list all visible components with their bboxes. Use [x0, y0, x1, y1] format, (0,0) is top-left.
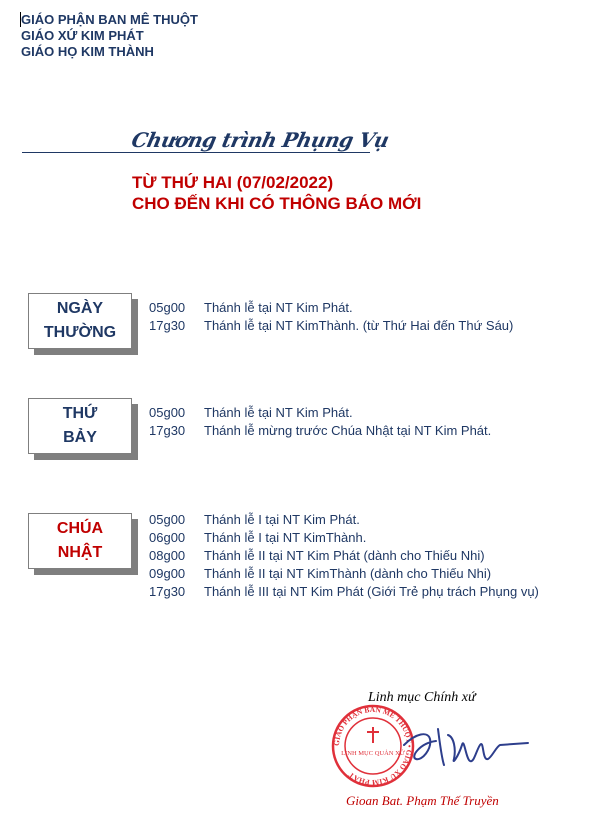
- mass-time: 17g30: [149, 423, 186, 438]
- mass-description: Thánh lễ mừng trước Chúa Nhật tại NT Kim Phát.: [204, 423, 492, 438]
- schedule-row: [149, 404, 491, 422]
- date-subtitle: [132, 172, 421, 214]
- signer-name: Gioan Bat. Phạm Thế Truyền: [346, 793, 499, 808]
- mass-description: Thánh lễ II tại NT KimThành (dành cho Thiếu Nhi): [204, 566, 492, 581]
- section-label-line1: CHÚA: [56, 520, 104, 537]
- title-underline: [22, 152, 370, 153]
- mass-time: 09g00: [149, 566, 186, 581]
- schedule-row: [149, 547, 539, 565]
- mass-time: 05g00: [149, 300, 186, 315]
- document-title: Chương trình Phụng Vụ: [129, 128, 391, 152]
- schedule-row: [149, 317, 513, 335]
- diocese-header: [21, 12, 198, 60]
- section-label-line2: THƯỜNG: [43, 324, 117, 341]
- mass-description: Thánh lễ III tại NT Kim Phát (Giới Trẻ phụ trách Phụng vụ): [204, 584, 539, 599]
- header-subparish: GIÁO HỌ KIM THÀNH: [21, 44, 154, 59]
- mass-description: Thánh lễ II tại NT Kim Phát (dành cho Thiếu Nhi): [204, 548, 485, 563]
- schedule-row: [149, 299, 513, 317]
- mass-time: 06g00: [149, 530, 186, 545]
- schedule-row: [149, 422, 491, 440]
- mass-description: Thánh lễ I tại NT Kim Phát.: [204, 512, 360, 527]
- mass-description: Thánh lễ tại NT KimThành. (từ Thứ Hai đến Thứ Sáu): [204, 318, 514, 333]
- handwritten-signature: [396, 715, 536, 775]
- section-label-line1: NGÀY: [56, 300, 104, 317]
- mass-description: Thánh lễ tại NT Kim Phát.: [204, 300, 353, 315]
- schedule-row: [149, 511, 539, 529]
- subtitle-line-2: CHO ĐẾN KHI CÓ THÔNG BÁO MỚI: [132, 194, 422, 213]
- schedule-saturday: [149, 404, 491, 440]
- schedule-row: [149, 565, 539, 583]
- mass-description: Thánh lễ I tại NT KimThành.: [204, 530, 367, 545]
- schedule-sunday: [149, 511, 539, 601]
- mass-time: 08g00: [149, 548, 186, 563]
- schedule-row: [149, 583, 539, 601]
- subtitle-line-1: TỪ THỨ HAI (07/02/2022): [132, 173, 334, 192]
- section-label-line2: NHẬT: [57, 544, 103, 561]
- mass-description: Thánh lễ tại NT Kim Phát.: [204, 405, 353, 420]
- header-parish: GIÁO XỨ KIM PHÁT: [21, 28, 144, 43]
- mass-time: 05g00: [149, 512, 186, 527]
- section-label-weekday: [28, 293, 132, 349]
- section-label-line2: BẢY: [63, 429, 97, 446]
- section-label-line1: THỨ: [62, 405, 98, 422]
- schedule-weekday: [149, 299, 513, 335]
- section-label-sunday: [28, 513, 132, 569]
- stamp-ring-text: GIÁO PHẬN BAN MÊ THUỘT • GIÁO XỨ KIM PHÁT: [331, 704, 415, 788]
- section-label-saturday: [28, 398, 132, 454]
- stamp-center-text: LINH MỤC QUẢN XỨ: [341, 750, 405, 757]
- header-diocese: GIÁO PHẬN BAN MÊ THUỘT: [21, 12, 198, 27]
- mass-time: 05g00: [149, 405, 186, 420]
- mass-time: 17g30: [149, 584, 186, 599]
- mass-time: 17g30: [149, 318, 186, 333]
- schedule-row: [149, 529, 539, 547]
- signer-title: Linh mục Chính xứ: [368, 690, 476, 705]
